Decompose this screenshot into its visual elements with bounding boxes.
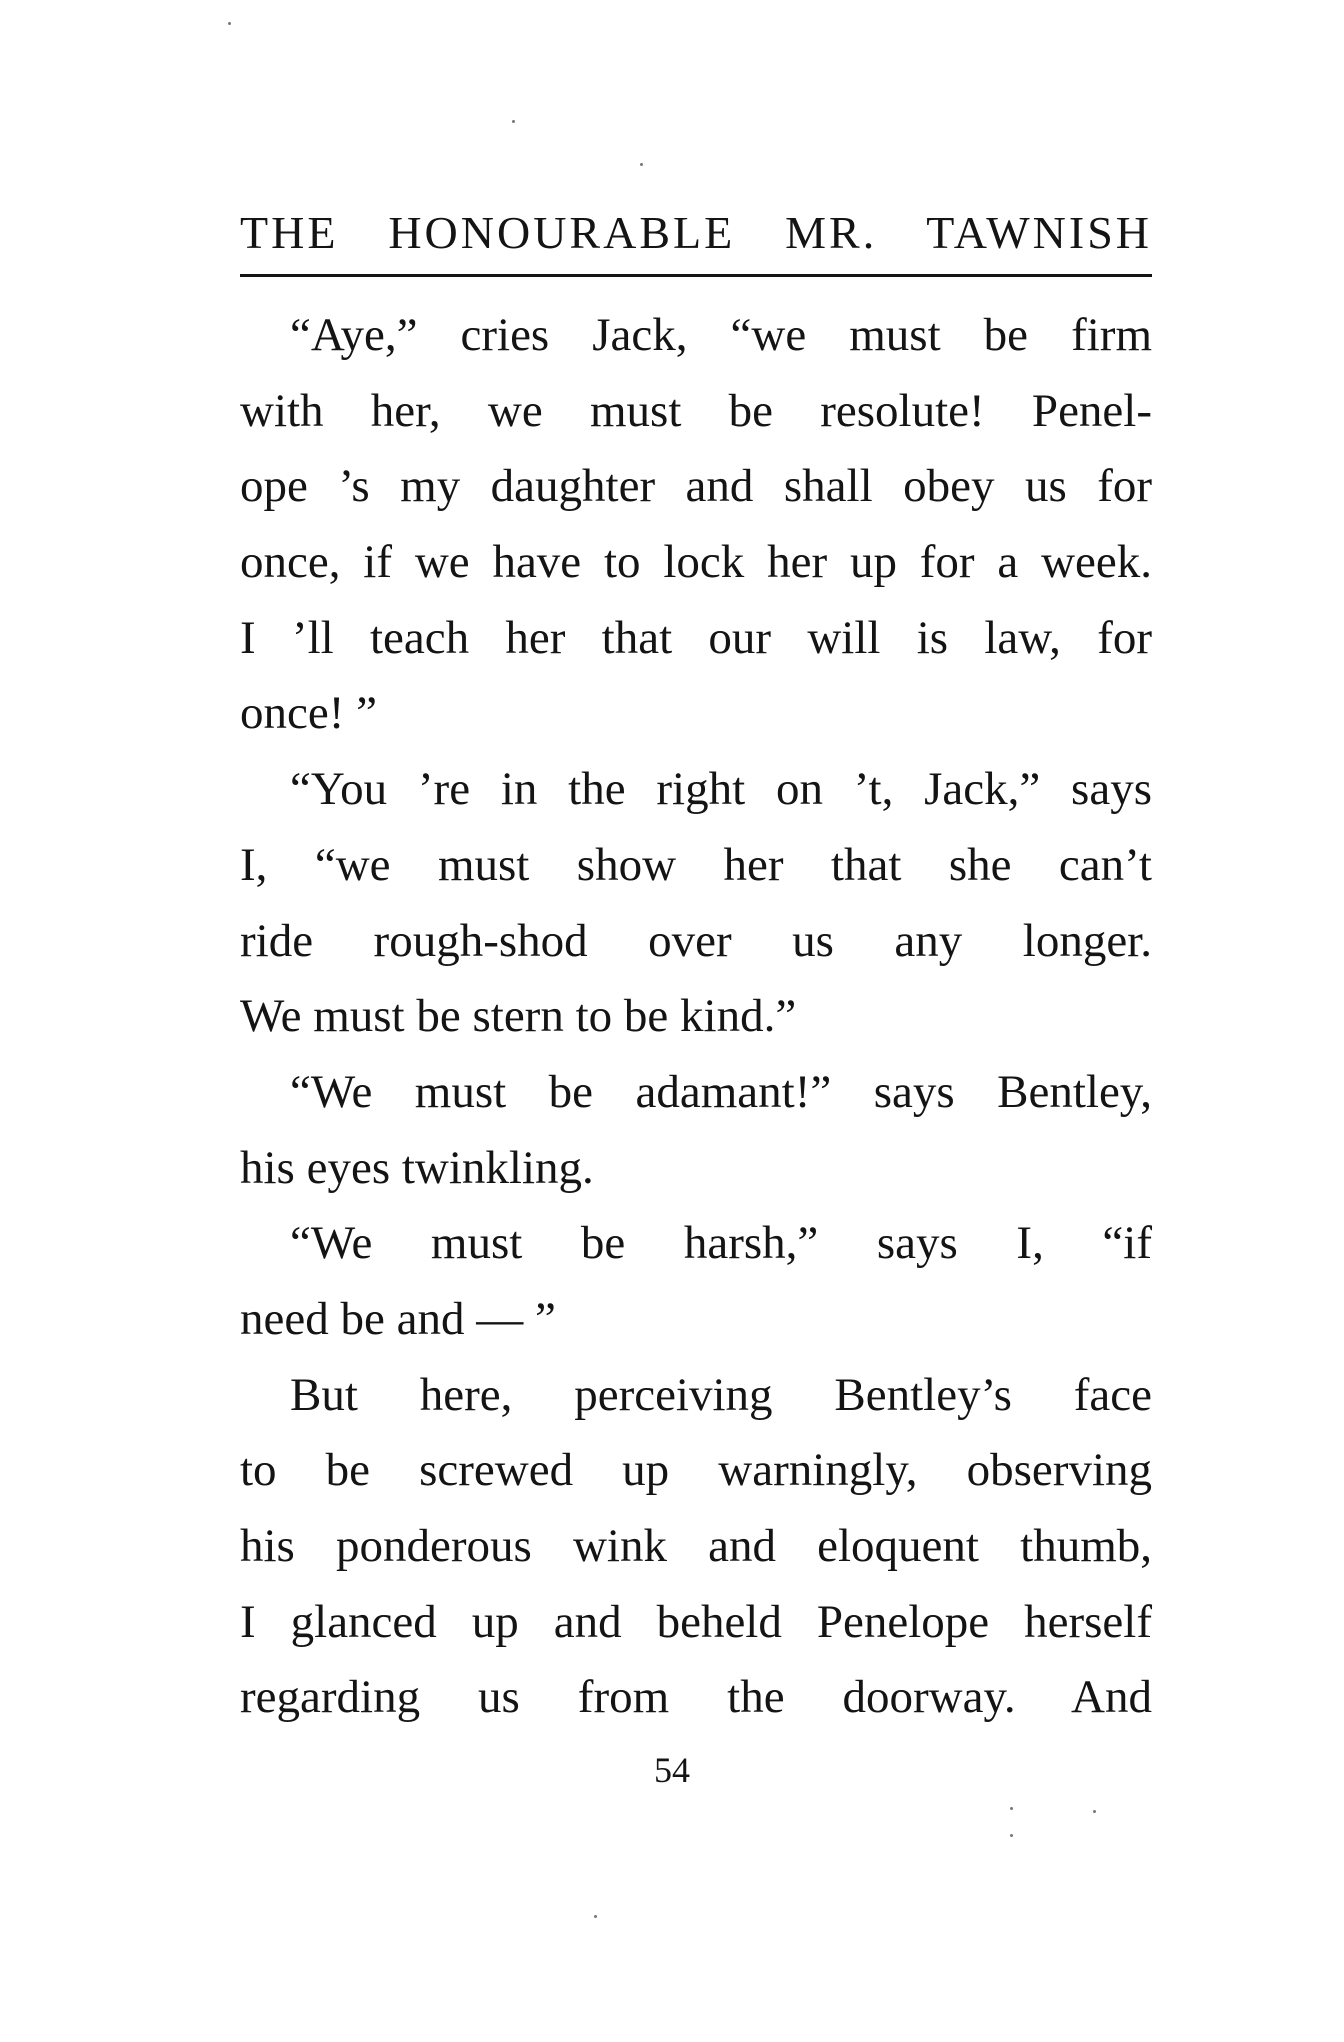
text-line: his eyes twinkling. bbox=[240, 1141, 594, 1194]
text-line: “We must be adamant!” says Bentley, bbox=[290, 1065, 1152, 1118]
text-line: his ponderous wink and eloquent thumb, bbox=[240, 1520, 1152, 1572]
text-line: need be and — ” bbox=[240, 1292, 556, 1345]
running-head: THE HONOURABLE MR. TAWNISH bbox=[240, 207, 1152, 258]
text-line: once! ” bbox=[240, 687, 377, 740]
text-line: We must be stern to be kind.” bbox=[240, 990, 797, 1043]
text-line: regarding us from the doorway. And bbox=[240, 1671, 1152, 1724]
scan-speck bbox=[1010, 1834, 1013, 1837]
text-line: “We must be harsh,” says I, “if bbox=[290, 1217, 1152, 1270]
text-line: with her, we must be resolute! Penel- bbox=[240, 384, 1152, 437]
header-rule bbox=[240, 274, 1152, 277]
text-line: I ’ll teach her that our will is law, for bbox=[240, 611, 1152, 664]
scan-speck bbox=[1010, 1807, 1013, 1810]
scan-speck bbox=[512, 120, 515, 123]
body-text bbox=[240, 298, 1152, 1736]
text-line: ride rough-shod over us any longer. bbox=[240, 914, 1152, 967]
text-line: once, if we have to lock her up for a week. bbox=[240, 536, 1152, 589]
page-number: 54 bbox=[654, 1750, 690, 1790]
scan-speck bbox=[1093, 1810, 1096, 1813]
scan-speck bbox=[228, 22, 231, 25]
text-line: ope ’s my daughter and shall obey us for bbox=[240, 460, 1152, 513]
text-line: I, “we must show her that she can’t bbox=[240, 838, 1152, 891]
text-line: to be screwed up warningly, observing bbox=[240, 1444, 1152, 1497]
scan-speck bbox=[594, 1915, 597, 1918]
text-line: I glanced up and beheld Penelope herself bbox=[240, 1595, 1152, 1648]
text-line: But here, perceiving Bentley’s face bbox=[290, 1368, 1152, 1421]
text-line: “You ’re in the right on ’t, Jack,” says bbox=[290, 763, 1152, 816]
text-line: “Aye,” cries Jack, “we must be firm bbox=[290, 309, 1152, 361]
scan-speck bbox=[640, 163, 643, 166]
